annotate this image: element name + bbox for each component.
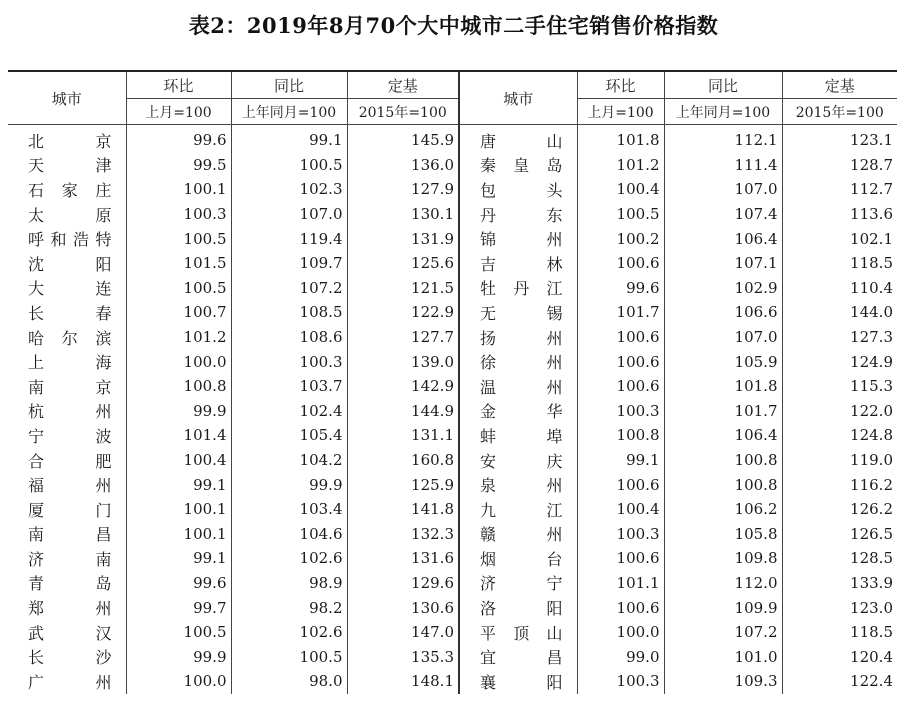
table-row bbox=[8, 620, 897, 645]
base-index-cell: 160.8 bbox=[347, 448, 459, 473]
mom-cell: 100.6 bbox=[577, 546, 664, 571]
mom-cell: 100.7 bbox=[126, 300, 231, 325]
city-cell: 青岛 bbox=[28, 574, 114, 594]
mom-cell: 100.6 bbox=[577, 472, 664, 497]
yoy-cell: 106.2 bbox=[664, 497, 782, 522]
city-cell: 徐州 bbox=[459, 349, 577, 374]
city-cell: 呼和浩特 bbox=[28, 230, 114, 250]
city-cell: 烟台 bbox=[459, 546, 577, 571]
yoy-cell: 102.3 bbox=[231, 177, 347, 202]
mom-base-subheader: 上月=100 bbox=[126, 99, 231, 125]
yoy-column-header: 同比 bbox=[664, 71, 782, 99]
city-column-header: 城市 bbox=[8, 71, 126, 125]
mom-cell: 101.4 bbox=[126, 423, 231, 448]
base-index-cell: 122.4 bbox=[782, 669, 897, 694]
city-cell: 福州 bbox=[28, 476, 114, 496]
mom-cell: 99.5 bbox=[126, 153, 231, 178]
base-index-cell: 113.6 bbox=[782, 202, 897, 227]
city-cell: 天津 bbox=[28, 156, 114, 176]
base-index-cell: 139.0 bbox=[347, 349, 459, 374]
yoy-cell: 112.1 bbox=[664, 125, 782, 153]
yoy-cell: 98.2 bbox=[231, 595, 347, 620]
base-column-header: 定基 bbox=[347, 71, 459, 99]
city-cell: 南京 bbox=[28, 377, 114, 397]
mom-cell: 101.7 bbox=[577, 300, 664, 325]
yoy-cell: 105.4 bbox=[231, 423, 347, 448]
yoy-cell: 101.7 bbox=[664, 399, 782, 424]
city-cell: 赣州 bbox=[459, 522, 577, 547]
city-cell: 金华 bbox=[459, 399, 577, 424]
base-index-cell: 124.8 bbox=[782, 423, 897, 448]
city-cell: 蚌埠 bbox=[459, 423, 577, 448]
table-row bbox=[8, 595, 897, 620]
city-cell: 济南 bbox=[28, 549, 114, 569]
base-index-cell: 131.9 bbox=[347, 226, 459, 251]
city-cell: 九江 bbox=[459, 497, 577, 522]
yoy-base-subheader: 上年同月=100 bbox=[664, 99, 782, 125]
mom-cell: 100.5 bbox=[126, 276, 231, 301]
base-index-cell: 132.3 bbox=[347, 522, 459, 547]
yoy-cell: 107.0 bbox=[664, 177, 782, 202]
mom-cell: 99.0 bbox=[577, 644, 664, 669]
mom-cell: 99.9 bbox=[126, 644, 231, 669]
yoy-cell: 102.6 bbox=[231, 620, 347, 645]
city-column-header: 城市 bbox=[459, 71, 577, 125]
mom-cell: 100.1 bbox=[126, 522, 231, 547]
city-cell: 北京 bbox=[28, 131, 114, 151]
yoy-cell: 102.9 bbox=[664, 276, 782, 301]
mom-cell: 100.6 bbox=[577, 349, 664, 374]
yoy-cell: 100.8 bbox=[664, 472, 782, 497]
table-row bbox=[8, 472, 897, 497]
city-cell: 宁波 bbox=[28, 426, 114, 446]
base-index-cell: 115.3 bbox=[782, 374, 897, 399]
base-index-cell: 121.5 bbox=[347, 276, 459, 301]
yoy-cell: 100.5 bbox=[231, 153, 347, 178]
city-cell: 济宁 bbox=[459, 571, 577, 596]
yoy-cell: 101.0 bbox=[664, 644, 782, 669]
yoy-cell: 109.8 bbox=[664, 546, 782, 571]
yoy-cell: 102.6 bbox=[231, 546, 347, 571]
base-index-cell: 125.9 bbox=[347, 472, 459, 497]
mom-cell: 99.7 bbox=[126, 595, 231, 620]
mom-base-subheader: 上月=100 bbox=[577, 99, 664, 125]
base-index-cell: 128.5 bbox=[782, 546, 897, 571]
yoy-cell: 104.6 bbox=[231, 522, 347, 547]
base-index-cell: 124.9 bbox=[782, 349, 897, 374]
mom-cell: 100.3 bbox=[126, 202, 231, 227]
city-cell: 牡丹江 bbox=[459, 276, 577, 301]
base-index-cell: 128.7 bbox=[782, 153, 897, 178]
yoy-cell: 108.6 bbox=[231, 325, 347, 350]
yoy-cell: 109.7 bbox=[231, 251, 347, 276]
table-row bbox=[8, 423, 897, 448]
base-index-cell: 141.8 bbox=[347, 497, 459, 522]
base-index-cell: 142.9 bbox=[347, 374, 459, 399]
base-year-subheader: 2015年=100 bbox=[347, 99, 459, 125]
base-index-cell: 110.4 bbox=[782, 276, 897, 301]
base-index-cell: 112.7 bbox=[782, 177, 897, 202]
yoy-cell: 106.4 bbox=[664, 423, 782, 448]
city-cell: 唐山 bbox=[459, 125, 577, 153]
city-cell: 丹东 bbox=[459, 202, 577, 227]
mom-cell: 100.4 bbox=[577, 177, 664, 202]
base-index-cell: 144.9 bbox=[347, 399, 459, 424]
mom-cell: 101.8 bbox=[577, 125, 664, 153]
base-index-cell: 133.9 bbox=[782, 571, 897, 596]
city-cell: 洛阳 bbox=[459, 595, 577, 620]
base-index-cell: 126.5 bbox=[782, 522, 897, 547]
mom-cell: 100.6 bbox=[577, 251, 664, 276]
table-header bbox=[8, 71, 897, 125]
mom-cell: 101.5 bbox=[126, 251, 231, 276]
yoy-cell: 103.4 bbox=[231, 497, 347, 522]
mom-column-header: 环比 bbox=[126, 71, 231, 99]
base-column-header: 定基 bbox=[782, 71, 897, 99]
table-row bbox=[8, 177, 897, 202]
table-row bbox=[8, 448, 897, 473]
yoy-cell: 109.9 bbox=[664, 595, 782, 620]
city-cell: 厦门 bbox=[28, 500, 114, 520]
base-index-cell: 127.7 bbox=[347, 325, 459, 350]
mom-cell: 100.5 bbox=[126, 226, 231, 251]
mom-cell: 100.0 bbox=[126, 669, 231, 694]
yoy-cell: 107.4 bbox=[664, 202, 782, 227]
base-index-cell: 144.0 bbox=[782, 300, 897, 325]
mom-cell: 101.2 bbox=[577, 153, 664, 178]
table-row bbox=[8, 571, 897, 596]
yoy-cell: 100.8 bbox=[664, 448, 782, 473]
city-cell: 上海 bbox=[28, 353, 114, 373]
mom-cell: 100.0 bbox=[577, 620, 664, 645]
yoy-cell: 100.3 bbox=[231, 349, 347, 374]
base-index-cell: 145.9 bbox=[347, 125, 459, 153]
mom-cell: 99.1 bbox=[577, 448, 664, 473]
city-cell: 无锡 bbox=[459, 300, 577, 325]
city-cell: 杭州 bbox=[28, 402, 114, 422]
base-index-cell: 102.1 bbox=[782, 226, 897, 251]
base-index-cell: 148.1 bbox=[347, 669, 459, 694]
yoy-cell: 102.4 bbox=[231, 399, 347, 424]
city-cell: 哈尔滨 bbox=[28, 328, 114, 348]
city-cell: 郑州 bbox=[28, 599, 114, 619]
yoy-cell: 98.0 bbox=[231, 669, 347, 694]
base-index-cell: 123.0 bbox=[782, 595, 897, 620]
yoy-cell: 111.4 bbox=[664, 153, 782, 178]
table-row bbox=[8, 300, 897, 325]
table-row bbox=[8, 374, 897, 399]
base-index-cell: 119.0 bbox=[782, 448, 897, 473]
mom-cell: 99.6 bbox=[126, 571, 231, 596]
base-index-cell: 122.9 bbox=[347, 300, 459, 325]
mom-cell: 100.2 bbox=[577, 226, 664, 251]
base-index-cell: 125.6 bbox=[347, 251, 459, 276]
mom-cell: 99.9 bbox=[126, 399, 231, 424]
mom-cell: 100.3 bbox=[577, 669, 664, 694]
mom-cell: 100.5 bbox=[126, 620, 231, 645]
table-body bbox=[8, 125, 897, 694]
base-year-subheader: 2015年=100 bbox=[782, 99, 897, 125]
table-row bbox=[8, 399, 897, 424]
yoy-cell: 103.7 bbox=[231, 374, 347, 399]
yoy-cell: 99.9 bbox=[231, 472, 347, 497]
yoy-cell: 119.4 bbox=[231, 226, 347, 251]
price-index-table-container bbox=[8, 70, 898, 713]
base-index-cell: 130.1 bbox=[347, 202, 459, 227]
mom-cell: 100.3 bbox=[577, 522, 664, 547]
city-cell: 安庆 bbox=[459, 448, 577, 473]
yoy-cell: 107.0 bbox=[664, 325, 782, 350]
base-index-cell: 147.0 bbox=[347, 620, 459, 645]
city-cell: 石家庄 bbox=[28, 180, 114, 200]
city-cell: 长春 bbox=[28, 303, 114, 323]
base-index-cell: 136.0 bbox=[347, 153, 459, 178]
mom-cell: 100.4 bbox=[577, 497, 664, 522]
base-index-cell: 130.6 bbox=[347, 595, 459, 620]
mom-cell: 100.5 bbox=[577, 202, 664, 227]
mom-cell: 100.1 bbox=[126, 497, 231, 522]
yoy-cell: 112.0 bbox=[664, 571, 782, 596]
table-row bbox=[8, 497, 897, 522]
city-cell: 长沙 bbox=[28, 648, 114, 668]
base-index-cell: 126.2 bbox=[782, 497, 897, 522]
city-cell: 太原 bbox=[28, 205, 114, 225]
city-cell: 温州 bbox=[459, 374, 577, 399]
yoy-cell: 105.8 bbox=[664, 522, 782, 547]
mom-cell: 99.1 bbox=[126, 472, 231, 497]
yoy-cell: 109.3 bbox=[664, 669, 782, 694]
city-cell: 吉林 bbox=[459, 251, 577, 276]
yoy-cell: 104.2 bbox=[231, 448, 347, 473]
mom-cell: 99.1 bbox=[126, 546, 231, 571]
mom-cell: 100.6 bbox=[577, 374, 664, 399]
city-cell: 南昌 bbox=[28, 525, 114, 545]
yoy-cell: 107.2 bbox=[664, 620, 782, 645]
base-index-cell: 135.3 bbox=[347, 644, 459, 669]
table-row bbox=[8, 325, 897, 350]
base-index-cell: 127.9 bbox=[347, 177, 459, 202]
yoy-cell: 106.4 bbox=[664, 226, 782, 251]
mom-cell: 100.8 bbox=[577, 423, 664, 448]
city-cell: 沈阳 bbox=[28, 254, 114, 274]
table-row bbox=[8, 349, 897, 374]
yoy-cell: 101.8 bbox=[664, 374, 782, 399]
table-row bbox=[8, 226, 897, 251]
yoy-cell: 98.9 bbox=[231, 571, 347, 596]
mom-cell: 100.8 bbox=[126, 374, 231, 399]
table-row bbox=[8, 546, 897, 571]
mom-cell: 101.2 bbox=[126, 325, 231, 350]
table-row bbox=[8, 276, 897, 301]
mom-cell: 100.6 bbox=[577, 595, 664, 620]
page-title: 表2：2019年8月70个大中城市二手住宅销售价格指数 bbox=[188, 13, 719, 38]
base-index-cell: 123.1 bbox=[782, 125, 897, 153]
city-cell: 锦州 bbox=[459, 226, 577, 251]
city-cell: 广州 bbox=[28, 672, 114, 692]
yoy-cell: 108.5 bbox=[231, 300, 347, 325]
base-index-cell: 116.2 bbox=[782, 472, 897, 497]
table-row bbox=[8, 125, 897, 153]
yoy-cell: 105.9 bbox=[664, 349, 782, 374]
mom-cell: 100.4 bbox=[126, 448, 231, 473]
mom-cell: 100.3 bbox=[577, 399, 664, 424]
city-cell: 泉州 bbox=[459, 472, 577, 497]
table-row bbox=[8, 251, 897, 276]
table-row bbox=[8, 202, 897, 227]
mom-cell: 100.6 bbox=[577, 325, 664, 350]
base-index-cell: 131.1 bbox=[347, 423, 459, 448]
base-index-cell: 118.5 bbox=[782, 620, 897, 645]
yoy-base-subheader: 上年同月=100 bbox=[231, 99, 347, 125]
city-cell: 宜昌 bbox=[459, 644, 577, 669]
city-cell: 襄阳 bbox=[459, 669, 577, 694]
yoy-cell: 106.6 bbox=[664, 300, 782, 325]
city-cell: 大连 bbox=[28, 279, 114, 299]
yoy-cell: 99.1 bbox=[231, 125, 347, 153]
table-row bbox=[8, 153, 897, 178]
yoy-column-header: 同比 bbox=[231, 71, 347, 99]
yoy-cell: 107.1 bbox=[664, 251, 782, 276]
city-cell: 秦皇岛 bbox=[459, 153, 577, 178]
base-index-cell: 131.6 bbox=[347, 546, 459, 571]
yoy-cell: 100.5 bbox=[231, 644, 347, 669]
city-cell: 武汉 bbox=[28, 623, 114, 643]
yoy-cell: 107.2 bbox=[231, 276, 347, 301]
base-index-cell: 120.4 bbox=[782, 644, 897, 669]
mom-cell: 99.6 bbox=[126, 125, 231, 153]
city-cell: 扬州 bbox=[459, 325, 577, 350]
base-index-cell: 129.6 bbox=[347, 571, 459, 596]
mom-column-header: 环比 bbox=[577, 71, 664, 99]
mom-cell: 99.6 bbox=[577, 276, 664, 301]
table-row bbox=[8, 644, 897, 669]
city-cell: 包头 bbox=[459, 177, 577, 202]
price-index-table bbox=[8, 70, 897, 694]
yoy-cell: 107.0 bbox=[231, 202, 347, 227]
city-cell: 平顶山 bbox=[459, 620, 577, 645]
mom-cell: 101.1 bbox=[577, 571, 664, 596]
base-index-cell: 118.5 bbox=[782, 251, 897, 276]
table-row bbox=[8, 522, 897, 547]
base-index-cell: 122.0 bbox=[782, 399, 897, 424]
table-row bbox=[8, 669, 897, 694]
mom-cell: 100.0 bbox=[126, 349, 231, 374]
mom-cell: 100.1 bbox=[126, 177, 231, 202]
base-index-cell: 127.3 bbox=[782, 325, 897, 350]
city-cell: 合肥 bbox=[28, 451, 114, 471]
